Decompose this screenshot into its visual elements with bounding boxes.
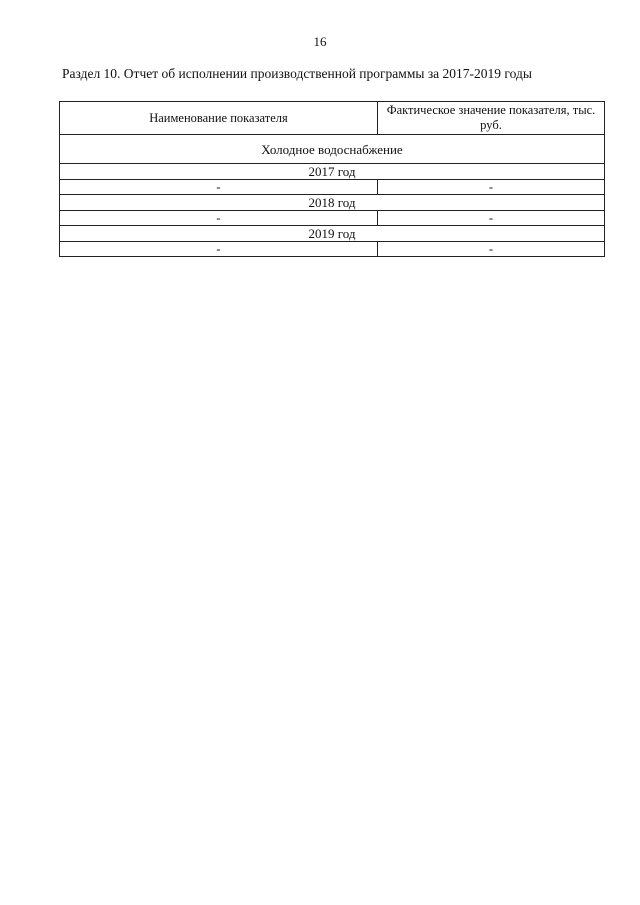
category-row [60,135,605,164]
year-row [60,164,605,180]
header-actual-value: Фактическое значение показателя, тыс. руб. [378,102,605,135]
actual-value-cell: - [378,242,605,257]
table-header-row [60,102,605,135]
table-row [60,242,605,257]
production-program-report-table [59,101,605,257]
year-2018-label: 2018 год [60,195,605,211]
indicator-name-cell: - [60,180,378,195]
indicator-name-cell: - [60,242,378,257]
table-row [60,211,605,226]
year-row [60,195,605,211]
page-number: 16 [313,34,327,49]
section-title: Раздел 10. Отчет об исполнении производственной программы за 2017-2019 годы [62,66,532,81]
year-2019-label: 2019 год [60,226,605,242]
category-cold-water-supply: Холодное водоснабжение [60,135,605,164]
year-2017-label: 2017 год [60,164,605,180]
actual-value-cell: - [378,180,605,195]
indicator-name-cell: - [60,211,378,226]
year-row [60,226,605,242]
table-row [60,180,605,195]
actual-value-cell: - [378,211,605,226]
header-indicator-name: Наименование показателя [60,102,378,135]
